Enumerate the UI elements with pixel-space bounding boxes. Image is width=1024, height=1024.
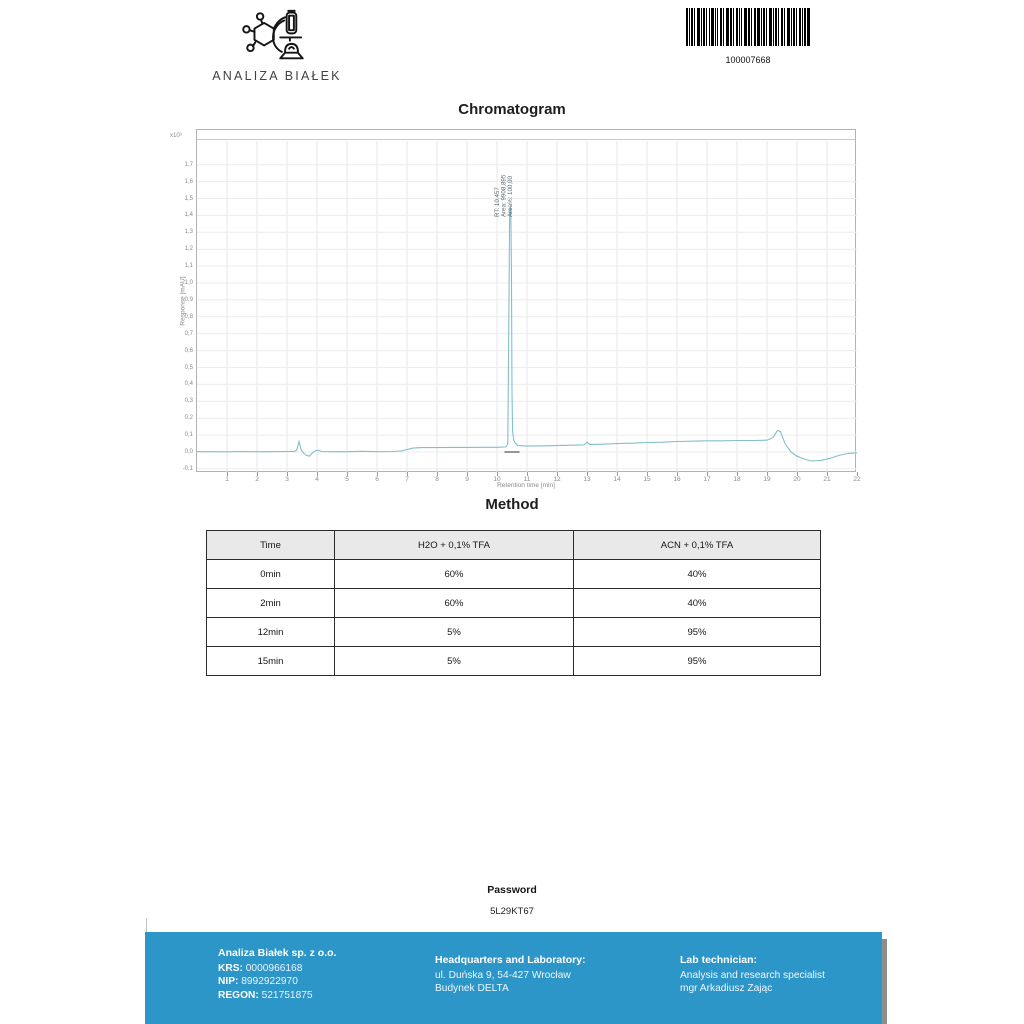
x-axis-tick-label: 21 <box>823 476 831 483</box>
x-axis-tick-mark <box>857 472 858 476</box>
x-axis-tick-mark <box>227 472 228 476</box>
footer-technician-name: mgr Arkadiusz Zając <box>680 983 773 994</box>
footer-hq-block <box>435 954 586 996</box>
y-axis-exponent: x10³ <box>170 133 182 139</box>
chromatogram-chart <box>170 129 861 489</box>
x-axis-tick-mark <box>767 472 768 476</box>
y-axis-tick-label: 1,6 <box>184 178 193 185</box>
x-axis-tick-mark <box>407 472 408 476</box>
method-title: Method <box>485 496 539 513</box>
chart-plot-area <box>197 141 857 473</box>
y-axis-tick-label: 1,7 <box>184 161 193 168</box>
table-row <box>207 560 821 589</box>
footer-hq-building: Budynek DELTA <box>435 983 509 994</box>
x-axis-tick-mark <box>617 472 618 476</box>
footer-technician-block <box>680 954 825 996</box>
chromatogram-title: Chromatogram <box>458 101 566 118</box>
x-axis-tick-label: 15 <box>643 476 651 483</box>
x-axis-tick-label: 3 <box>285 476 289 483</box>
y-axis-tick-label: 1,1 <box>184 263 193 270</box>
x-axis-tick-mark <box>827 472 828 476</box>
y-axis-tick-label: 0,0 <box>184 449 193 455</box>
svg-text:Area: 9908,895: Area: 9908,895 <box>500 174 508 217</box>
x-axis-tick-mark <box>737 472 738 476</box>
x-axis-tick-mark <box>317 472 318 476</box>
x-axis-tick-label: 19 <box>763 476 771 483</box>
table-cell: 95% <box>574 618 821 647</box>
x-axis-tick-label: 6 <box>375 476 379 483</box>
y-axis-tick-label: 0,8 <box>184 313 193 320</box>
x-axis-tick-label: 12 <box>553 476 561 483</box>
x-axis-tick-mark <box>647 472 648 476</box>
x-axis-tick-mark <box>527 472 528 476</box>
x-axis-title: Retention time [min] <box>497 482 555 489</box>
x-axis-tick-mark <box>347 472 348 476</box>
x-axis-tick-mark <box>437 472 438 476</box>
table-row <box>207 647 821 676</box>
x-axis-tick-label: 17 <box>703 476 711 483</box>
table-cell: 40% <box>574 589 821 618</box>
footer-company-block <box>218 947 336 1002</box>
x-axis-tick-label: 10 <box>493 476 501 483</box>
x-axis-tick-label: 18 <box>733 476 741 483</box>
footer-technician-title: Lab technician: <box>680 954 758 966</box>
method-column-header: H2O + 0,1% TFA <box>335 531 574 560</box>
y-axis-tick-label: 0,6 <box>184 347 193 354</box>
table-cell: 0min <box>207 560 335 589</box>
method-table <box>206 530 821 676</box>
svg-text:RT: 10,457: RT: 10,457 <box>494 187 501 217</box>
page-left-edge <box>146 918 147 932</box>
footer-hq-address: ul. Duńska 9, 54-427 Wrocław <box>435 969 571 981</box>
molecule-microscope-icon <box>240 6 314 64</box>
table-cell: 5% <box>335 647 574 676</box>
footer-shadow <box>882 939 887 1024</box>
footer-company-name: Analiza Białek sp. z o.o. <box>218 947 337 959</box>
x-axis-tick-label: 8 <box>435 476 439 483</box>
logo-text: ANALIZA BIAŁEK <box>212 69 342 83</box>
y-axis-tick-label: 0,1 <box>184 432 193 439</box>
method-column-header: ACN + 0,1% TFA <box>574 531 821 560</box>
svg-text:Area%: 100,00: Area%: 100,00 <box>507 176 514 217</box>
y-axis-tick-label: 0,7 <box>184 330 193 337</box>
table-cell: 5% <box>335 618 574 647</box>
method-column-header: Time <box>207 531 335 560</box>
x-axis-tick-label: 11 <box>523 476 531 483</box>
table-row <box>207 589 821 618</box>
y-axis-tick-label: 0,5 <box>184 364 193 371</box>
table-row <box>207 618 821 647</box>
x-axis-tick-label: 4 <box>315 476 319 483</box>
table-cell: 40% <box>574 560 821 589</box>
table-cell: 60% <box>335 589 574 618</box>
x-axis-tick-label: 1 <box>225 476 229 483</box>
footer-company-id: KRS: 0000966168 <box>218 962 303 974</box>
y-axis-tick-label: 1,4 <box>184 212 193 219</box>
footer <box>145 932 882 1024</box>
x-axis-tick-mark <box>557 472 558 476</box>
x-axis-tick-label: 2 <box>255 476 259 483</box>
x-axis-tick-mark <box>287 472 288 476</box>
barcode-icon <box>686 8 810 46</box>
footer-company-id: NIP: 8992922970 <box>218 976 298 987</box>
x-axis-tick-label: 13 <box>583 476 591 483</box>
x-axis-tick-mark <box>497 472 498 476</box>
x-axis-tick-mark <box>257 472 258 476</box>
footer-company-id: REGON: 521751875 <box>218 989 313 1001</box>
x-axis-tick-label: 22 <box>853 476 861 483</box>
table-cell: 60% <box>335 560 574 589</box>
table-cell: 2min <box>207 589 335 618</box>
y-axis-tick-label: 0,3 <box>184 398 193 405</box>
x-axis-tick-label: 7 <box>405 476 409 483</box>
y-axis-title: Response [mAU] <box>179 275 187 326</box>
y-axis-tick-label: 1,3 <box>184 229 193 236</box>
table-cell: 15min <box>207 647 335 676</box>
barcode-block <box>686 8 810 65</box>
x-axis-tick-label: 20 <box>793 476 801 483</box>
password-value: 5L29KT67 <box>490 906 534 917</box>
password-label: Password <box>487 884 537 896</box>
y-axis-tick-label: -0,1 <box>182 465 193 472</box>
barcode-number: 100007668 <box>725 55 771 65</box>
x-axis-tick-mark <box>377 472 378 476</box>
x-axis-tick-mark <box>467 472 468 476</box>
x-axis-tick-mark <box>587 472 588 476</box>
y-axis-tick-label: 1,2 <box>184 246 193 253</box>
x-axis-tick-mark <box>677 472 678 476</box>
method-table-header-row <box>207 531 821 560</box>
x-axis-tick-mark <box>707 472 708 476</box>
footer-technician-role: Analysis and research specialist <box>680 969 825 981</box>
chart-header-strip <box>197 130 855 140</box>
x-axis-tick-label: 5 <box>345 476 349 483</box>
y-axis-tick-label: 1,5 <box>184 195 193 202</box>
x-axis-tick-label: 9 <box>465 476 469 483</box>
x-axis-tick-label: 14 <box>613 476 621 483</box>
table-cell: 95% <box>574 647 821 676</box>
logo <box>207 6 347 83</box>
table-cell: 12min <box>207 618 335 647</box>
x-axis-tick-label: 16 <box>673 476 681 483</box>
y-axis-tick-label: 0,4 <box>184 381 193 388</box>
y-axis-tick-label: 1,0 <box>184 280 193 286</box>
footer-hq-title: Headquarters and Laboratory: <box>435 954 586 966</box>
y-axis-tick-label: 0,2 <box>184 415 193 422</box>
y-axis-tick-label: 0,9 <box>184 296 193 303</box>
x-axis-tick-mark <box>797 472 798 476</box>
